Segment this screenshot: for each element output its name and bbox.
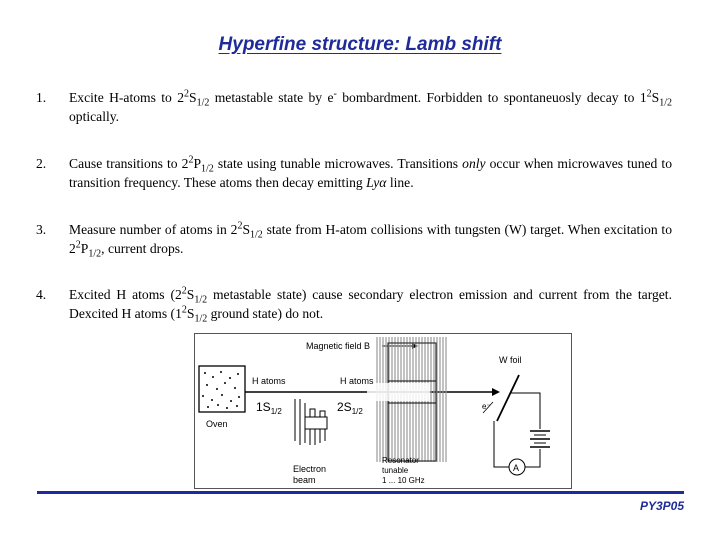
electron-symbol: e⁻ <box>482 402 491 411</box>
slide-title: Hyperfine structure: Lamb shift <box>218 34 502 55</box>
item-text: Excite H-atoms to $2^2S_{1/2}$ metastable state by e- bombardment. Forbidden to spontaneuosly decay to $1^2S_{1/2}$ optically. <box>69 88 672 124</box>
list-item <box>36 285 672 323</box>
resonator-label-2: tunable <box>382 466 409 475</box>
magnetic-field-label: Magnetic field B <box>306 341 371 351</box>
w-foil-label: W foil <box>499 355 522 365</box>
footer-course-code: PY3P05 <box>639 499 684 513</box>
footer-rule <box>37 491 684 494</box>
state-1s-label: $1S_{1/2}$ <box>256 400 282 416</box>
h-atoms-label-2: H atoms <box>340 376 374 386</box>
item-text: Measure number of atoms in $2^2S_{1/2}$ state from H-atom collisions with tungsten (W) target. When excitation to $2^2P_{1/2}$, current drops. <box>69 220 673 260</box>
item-number: 1. <box>36 90 47 105</box>
electron-beam-label-1: Electron <box>293 464 327 474</box>
item-text: Excited H atoms ($2^2S_{1/2}$ metastable state) cause secondary electron emission and current from the target. Dexcited H atoms ($1^2S_{1/2}$ ground state) do not. <box>69 285 672 325</box>
ammeter-circuit <box>494 393 550 475</box>
w-foil-target <box>497 375 519 421</box>
steps-list <box>36 88 672 351</box>
resonator-label-1: Resonator <box>382 456 419 465</box>
list-item <box>36 220 672 258</box>
beam-label-backdrop <box>367 383 430 401</box>
item-number: 3. <box>36 222 47 237</box>
beam-arrow-icon <box>492 388 500 396</box>
electron-beam-label-2: beam <box>293 475 316 485</box>
list-item <box>36 88 672 126</box>
oven-label: Oven <box>206 419 228 429</box>
ammeter-label: A <box>513 463 520 473</box>
lamb-shift-apparatus-diagram <box>194 333 572 489</box>
item-number: 2. <box>36 156 47 171</box>
state-2s-label: $2S_{1/2}$ <box>337 400 363 416</box>
h-atoms-label-1: H atoms <box>252 376 286 386</box>
electron-gun <box>295 399 327 445</box>
item-text: Cause transitions to $2^2P_{1/2}$ state using tunable microwaves. Transitions only occur when microwaves tuned to transition frequency. These atoms then decay emitting Lyα line. <box>69 154 672 190</box>
resonator-label-3: 1 ... 10 GHz <box>382 476 425 485</box>
list-item <box>36 154 672 192</box>
item-number: 4. <box>36 287 47 302</box>
